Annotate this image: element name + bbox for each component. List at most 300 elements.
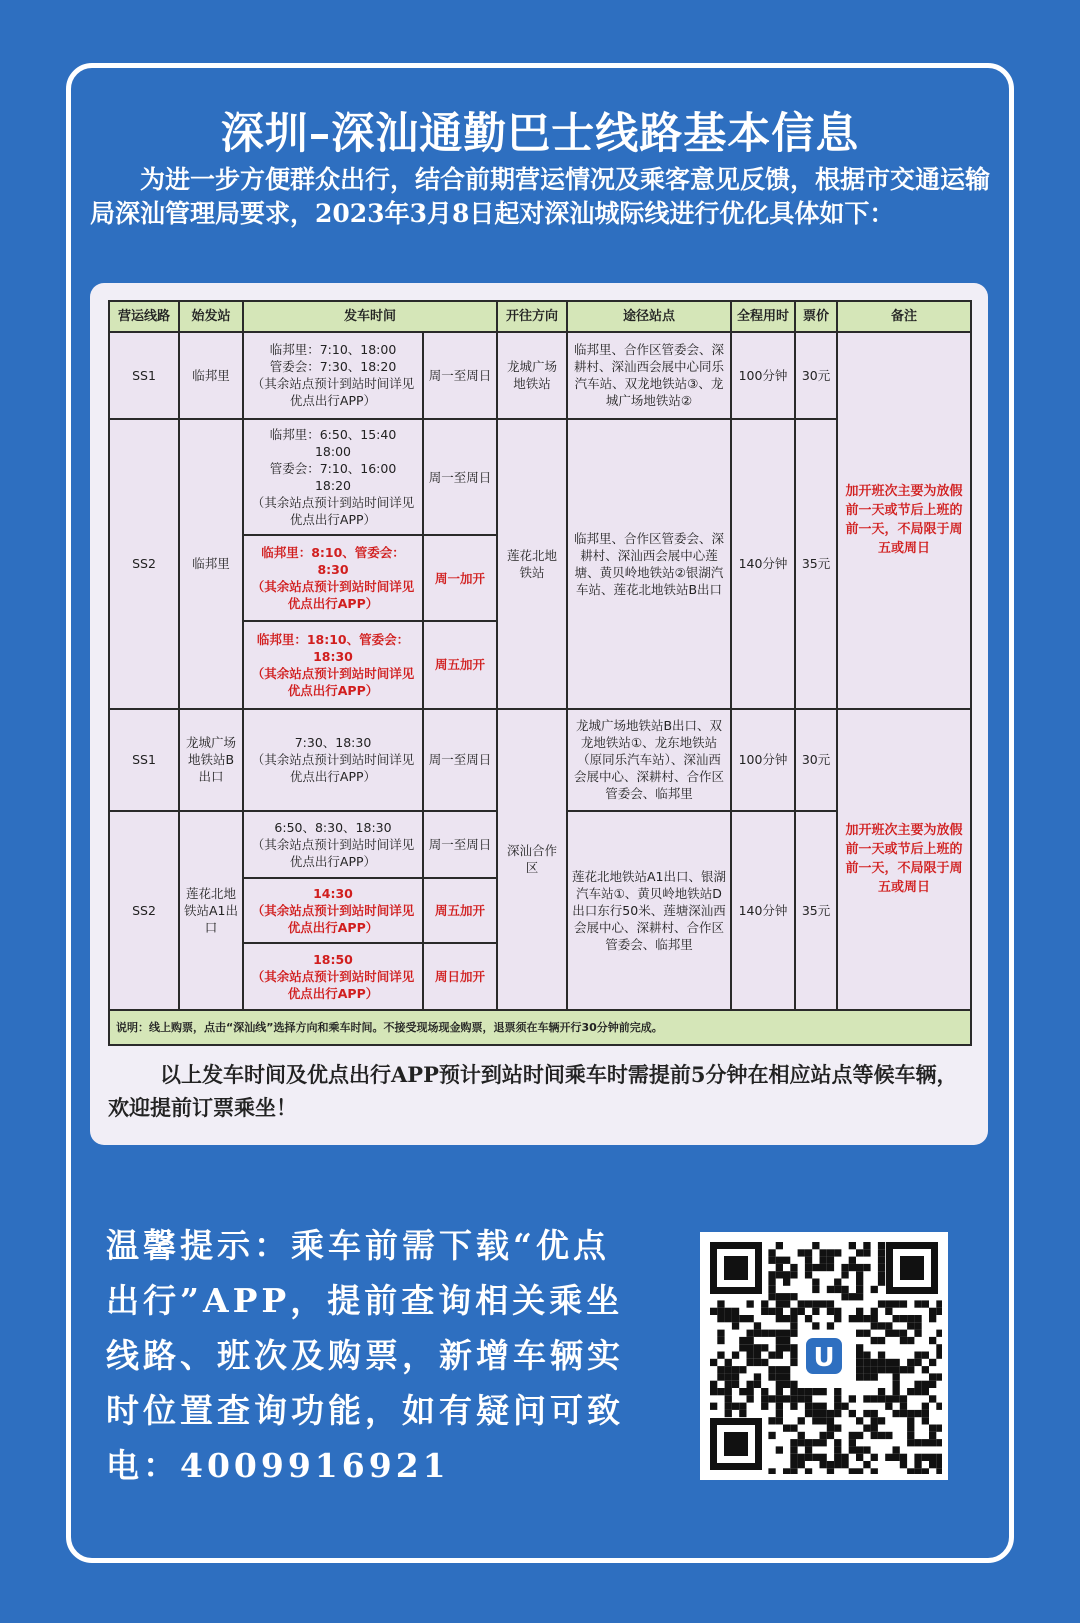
stops-cell: 莲花北地铁站A1出口、银湖汽车站①、黄贝岭地铁站D出口东行50米、莲塘深汕西会展中心、深耕村、合作区管委会、临邦里 — [567, 811, 731, 1011]
origin-cell: 临邦里 — [179, 332, 243, 420]
header-cell: 备注 — [837, 301, 971, 332]
qr-module — [776, 1293, 783, 1300]
qr-module — [827, 1308, 834, 1315]
qr-module — [827, 1461, 834, 1468]
qr-module — [878, 1249, 885, 1256]
days-cell: 周一加开 — [423, 535, 497, 621]
origin-cell: 龙城广场地铁站B出口 — [179, 709, 243, 811]
qr-module — [717, 1373, 724, 1380]
qr-module — [914, 1388, 921, 1395]
qr-module — [834, 1403, 841, 1410]
qr-module — [783, 1271, 790, 1278]
qr-module — [798, 1417, 805, 1424]
qr-module — [776, 1308, 783, 1315]
qr-module — [863, 1242, 870, 1249]
duration-cell: 140分钟 — [731, 811, 795, 1011]
qr-module — [893, 1330, 900, 1337]
qr-module — [900, 1395, 907, 1402]
qr-module — [922, 1454, 929, 1461]
qr-module — [820, 1410, 827, 1417]
times-cell: 临邦里：7:10、18:00 管委会：7:30、18:20 （其余站点预计到站时间详见优点出行APP） — [243, 332, 423, 420]
qr-module — [776, 1344, 783, 1351]
price-cell: 35元 — [795, 811, 837, 1011]
qr-module — [936, 1352, 942, 1359]
qr-module — [885, 1366, 892, 1373]
qr-module — [856, 1446, 863, 1453]
qr-module — [790, 1395, 797, 1402]
qr-module — [878, 1300, 885, 1307]
qr-module — [922, 1300, 929, 1307]
qr-module — [783, 1257, 790, 1264]
qr-module — [936, 1373, 942, 1380]
qr-module — [936, 1461, 942, 1468]
qr-module — [790, 1388, 797, 1395]
qr-module — [856, 1286, 863, 1293]
qr-module — [936, 1454, 942, 1461]
qr-module — [834, 1425, 841, 1432]
qr-module — [856, 1432, 863, 1439]
qr-module — [776, 1403, 783, 1410]
qr-module — [871, 1417, 878, 1424]
qr-module — [841, 1286, 848, 1293]
qr-module — [761, 1403, 768, 1410]
app-logo-icon — [802, 1334, 846, 1378]
qr-module — [878, 1388, 885, 1395]
qr-module — [922, 1439, 929, 1446]
qr-module — [776, 1257, 783, 1264]
line-cell: SS2 — [109, 811, 179, 1011]
qr-module — [907, 1322, 914, 1329]
qr-module — [790, 1315, 797, 1322]
qr-module — [827, 1410, 834, 1417]
qr-module — [863, 1366, 870, 1373]
qr-module — [710, 1381, 717, 1388]
header-cell: 全程用时 — [731, 301, 795, 332]
qr-module — [812, 1417, 819, 1424]
qr-module — [761, 1388, 768, 1395]
stops-cell: 临邦里、合作区管委会、深耕村、深汕西会展中心同乐汽车站、双龙地铁站③、龙城广场地铁站② — [567, 332, 731, 420]
qr-module — [871, 1373, 878, 1380]
qr-module — [732, 1381, 739, 1388]
qr-module — [710, 1359, 717, 1366]
qr-module — [834, 1395, 841, 1402]
qr-module — [732, 1352, 739, 1359]
qr-module — [885, 1403, 892, 1410]
qr-module — [849, 1395, 856, 1402]
qr-module — [798, 1388, 805, 1395]
qr-module — [790, 1322, 797, 1329]
times-cell: 临邦里：18:10、管委会：18:30 （其余站点预计到站时间详见优点出行APP） — [243, 621, 423, 709]
qr-module — [768, 1417, 775, 1424]
qr-module — [754, 1381, 761, 1388]
qr-module — [747, 1352, 754, 1359]
qr-module — [812, 1242, 819, 1249]
qr-module — [878, 1242, 885, 1249]
qr-module — [863, 1264, 870, 1271]
qr-module — [856, 1366, 863, 1373]
qr-module — [893, 1454, 900, 1461]
qr-module — [907, 1417, 914, 1424]
qr-module — [914, 1330, 921, 1337]
qr-module — [841, 1461, 848, 1468]
qr-module — [878, 1366, 885, 1373]
qr-module — [739, 1344, 746, 1351]
qr-module — [871, 1432, 878, 1439]
qr-module — [783, 1300, 790, 1307]
qr-module — [747, 1300, 754, 1307]
qr-module — [805, 1395, 812, 1402]
qr-module — [929, 1439, 936, 1446]
qr-module — [863, 1352, 870, 1359]
qr-module — [856, 1352, 863, 1359]
qr-module — [871, 1425, 878, 1432]
qr-module — [929, 1315, 936, 1322]
qr-module — [841, 1403, 848, 1410]
qr-module — [805, 1446, 812, 1453]
duration-cell: 100分钟 — [731, 332, 795, 420]
qr-module — [790, 1271, 797, 1278]
qr-module — [849, 1264, 856, 1271]
days-cell: 周一至周日 — [423, 332, 497, 420]
qr-module — [929, 1337, 936, 1344]
qr-module — [717, 1366, 724, 1373]
qr-module — [863, 1461, 870, 1468]
qr-module — [929, 1454, 936, 1461]
qr-module — [914, 1352, 921, 1359]
note-cell: 加开班次主要为放假前一天或节后上班的前一天，不局限于周五或周日 — [837, 709, 971, 1011]
table-row — [109, 709, 971, 811]
qr-finder-bottom-left — [710, 1418, 762, 1470]
qr-module — [790, 1461, 797, 1468]
qr-module — [754, 1359, 761, 1366]
qr-module — [761, 1330, 768, 1337]
qr-module — [739, 1403, 746, 1410]
qr-module — [856, 1264, 863, 1271]
qr-module — [878, 1432, 885, 1439]
qr-module — [768, 1352, 775, 1359]
table-footer-row — [109, 1010, 971, 1045]
qr-module — [783, 1279, 790, 1286]
boarding-notice: 以上发车时间及优点出行APP预计到站时间乘车时需提前5分钟在相应站点等候车辆，欢迎提前订票乘坐！ — [108, 1062, 958, 1120]
qr-module — [790, 1264, 797, 1271]
qr-module — [863, 1359, 870, 1366]
qr-module — [754, 1322, 761, 1329]
qr-module — [907, 1425, 914, 1432]
qr-module — [768, 1432, 775, 1439]
qr-module — [717, 1337, 724, 1344]
qr-module — [900, 1337, 907, 1344]
qr-module — [812, 1410, 819, 1417]
qr-module — [812, 1439, 819, 1446]
qr-module — [725, 1403, 732, 1410]
qr-module — [812, 1264, 819, 1271]
qr-module — [732, 1308, 739, 1315]
qr-module — [717, 1308, 724, 1315]
qr-module — [878, 1337, 885, 1344]
days-cell: 周一至周日 — [423, 419, 497, 535]
qr-module — [783, 1315, 790, 1322]
qr-module — [783, 1395, 790, 1402]
qr-module — [805, 1300, 812, 1307]
qr-module — [907, 1439, 914, 1446]
table-footnote: 说明：线上购票，点击“深汕线”选择方向和乘车时间。不接受现场现金购票，退票须在车辆开行30分钟前完成。 — [109, 1010, 971, 1045]
price-cell: 30元 — [795, 332, 837, 420]
qr-finder-top-right — [886, 1242, 938, 1294]
days-cell: 周一至周日 — [423, 709, 497, 811]
qr-module — [827, 1286, 834, 1293]
qr-module — [725, 1315, 732, 1322]
qr-module — [907, 1410, 914, 1417]
qr-module — [783, 1468, 790, 1474]
qr-module — [754, 1373, 761, 1380]
qr-module — [907, 1359, 914, 1366]
qr-module — [893, 1315, 900, 1322]
qr-module — [849, 1432, 856, 1439]
qr-module — [739, 1388, 746, 1395]
qr-module — [783, 1293, 790, 1300]
qr-module — [878, 1352, 885, 1359]
qr-module — [776, 1446, 783, 1453]
qr-module — [761, 1300, 768, 1307]
qr-module — [768, 1271, 775, 1278]
duration-cell: 140分钟 — [731, 419, 795, 708]
qr-module — [754, 1330, 761, 1337]
qr-module — [936, 1344, 942, 1351]
qr-module — [812, 1322, 819, 1329]
price-cell: 30元 — [795, 709, 837, 811]
qr-module — [783, 1425, 790, 1432]
qr-module — [820, 1264, 827, 1271]
schedule-table — [108, 300, 972, 1046]
qr-module — [776, 1264, 783, 1271]
qr-module — [900, 1330, 907, 1337]
qr-module — [834, 1410, 841, 1417]
qr-module — [798, 1249, 805, 1256]
qr-module — [805, 1264, 812, 1271]
qr-module — [717, 1352, 724, 1359]
qr-module — [871, 1395, 878, 1402]
qr-module — [747, 1381, 754, 1388]
qr-module — [827, 1300, 834, 1307]
qr-module — [929, 1381, 936, 1388]
qr-module — [914, 1454, 921, 1461]
qr-module — [849, 1446, 856, 1453]
qr-module — [754, 1344, 761, 1351]
qr-module — [834, 1315, 841, 1322]
qr-module — [900, 1366, 907, 1373]
qr-module — [885, 1395, 892, 1402]
qr-module — [914, 1359, 921, 1366]
origin-cell: 莲花北地铁站A1出口 — [179, 811, 243, 1011]
qr-module — [747, 1337, 754, 1344]
days-cell: 周日加开 — [423, 943, 497, 1010]
qr-module — [776, 1271, 783, 1278]
qr-module — [907, 1366, 914, 1373]
qr-module — [710, 1403, 717, 1410]
qr-module — [871, 1308, 878, 1315]
qr-module — [893, 1381, 900, 1388]
qr-module — [893, 1395, 900, 1402]
qr-module — [936, 1468, 942, 1474]
qr-module — [790, 1403, 797, 1410]
qr-module — [834, 1286, 841, 1293]
qr-module — [805, 1257, 812, 1264]
qr-module — [863, 1410, 870, 1417]
qr-module — [776, 1242, 783, 1249]
qr-module — [820, 1461, 827, 1468]
qr-module — [761, 1308, 768, 1315]
qr-module — [798, 1395, 805, 1402]
qr-module — [820, 1417, 827, 1424]
qr-module — [922, 1366, 929, 1373]
qr-module — [776, 1366, 783, 1373]
qr-module — [798, 1439, 805, 1446]
qr-module — [856, 1293, 863, 1300]
qr-module — [936, 1403, 942, 1410]
qr-module — [856, 1344, 863, 1351]
qr-module — [936, 1330, 942, 1337]
qr-module — [747, 1330, 754, 1337]
qr-module — [893, 1366, 900, 1373]
qr-module — [805, 1249, 812, 1256]
qr-module — [907, 1468, 914, 1474]
qr-module — [834, 1461, 841, 1468]
qr-module — [914, 1322, 921, 1329]
qr-module — [739, 1366, 746, 1373]
qr-module — [885, 1330, 892, 1337]
qr-module — [849, 1468, 856, 1474]
qr-module — [790, 1381, 797, 1388]
qr-module — [841, 1271, 848, 1278]
qr-module — [922, 1468, 929, 1474]
qr-module — [914, 1439, 921, 1446]
qr-module — [768, 1395, 775, 1402]
qr-module — [878, 1279, 885, 1286]
qr-module — [841, 1293, 848, 1300]
qr-module — [849, 1315, 856, 1322]
qr-module — [725, 1388, 732, 1395]
qr-module — [820, 1249, 827, 1256]
qr-module — [812, 1286, 819, 1293]
qr-module — [827, 1432, 834, 1439]
qr-module — [812, 1388, 819, 1395]
qr-module — [929, 1395, 936, 1402]
qr-module — [820, 1257, 827, 1264]
qr-module — [907, 1388, 914, 1395]
origin-cell: 临邦里 — [179, 419, 243, 708]
qr-module — [827, 1425, 834, 1432]
qr-code-icon — [700, 1232, 948, 1480]
qr-module — [805, 1388, 812, 1395]
qr-module — [768, 1308, 775, 1315]
qr-module — [834, 1308, 841, 1315]
qr-module — [761, 1344, 768, 1351]
qr-module — [827, 1468, 834, 1474]
qr-module — [798, 1461, 805, 1468]
qr-module — [878, 1264, 885, 1271]
qr-module — [841, 1264, 848, 1271]
qr-module — [747, 1395, 754, 1402]
qr-module — [849, 1257, 856, 1264]
qr-module — [790, 1439, 797, 1446]
stops-cell: 临邦里、合作区管委会、深耕村、深汕西会展中心莲塘、黄贝岭地铁站②银湖汽车站、莲花北地铁站B出口 — [567, 419, 731, 708]
qr-module — [776, 1300, 783, 1307]
page-title: 深圳–深汕通勤巴士线路基本信息 — [220, 109, 860, 159]
qr-module — [790, 1330, 797, 1337]
qr-module — [805, 1271, 812, 1278]
qr-module — [820, 1388, 827, 1395]
qr-module — [834, 1446, 841, 1453]
qr-module — [856, 1271, 863, 1278]
qr-module — [732, 1315, 739, 1322]
qr-module — [871, 1359, 878, 1366]
qr-module — [805, 1468, 812, 1474]
qr-module — [893, 1300, 900, 1307]
qr-module — [820, 1454, 827, 1461]
qr-module — [936, 1308, 942, 1315]
qr-module — [790, 1446, 797, 1453]
days-cell: 周五加开 — [423, 621, 497, 709]
qr-module — [893, 1388, 900, 1395]
header-cell: 途径站点 — [567, 301, 731, 332]
qr-module — [812, 1454, 819, 1461]
qr-module — [856, 1330, 863, 1337]
qr-module — [798, 1308, 805, 1315]
times-cell: 18:50 （其余站点预计到站时间详见优点出行APP） — [243, 943, 423, 1010]
qr-module — [768, 1249, 775, 1256]
qr-module — [900, 1454, 907, 1461]
qr-module — [768, 1373, 775, 1380]
times-cell: 14:30 （其余站点预计到站时间详见优点出行APP） — [243, 878, 423, 943]
qr-module — [754, 1352, 761, 1359]
header-cell: 发车时间 — [243, 301, 497, 332]
days-cell: 周一至周日 — [423, 811, 497, 878]
qr-module — [798, 1454, 805, 1461]
qr-module — [936, 1300, 942, 1307]
qr-module — [827, 1322, 834, 1329]
qr-module — [820, 1432, 827, 1439]
qr-module — [863, 1330, 870, 1337]
qr-module — [929, 1373, 936, 1380]
qr-module — [871, 1454, 878, 1461]
qr-module — [871, 1410, 878, 1417]
qr-module — [805, 1315, 812, 1322]
qr-module — [900, 1300, 907, 1307]
qr-module — [834, 1454, 841, 1461]
qr-module — [776, 1410, 783, 1417]
qr-module — [871, 1322, 878, 1329]
qr-module — [710, 1308, 717, 1315]
qr-module — [776, 1330, 783, 1337]
qr-module — [834, 1249, 841, 1256]
qr-module — [747, 1315, 754, 1322]
qr-module — [725, 1381, 732, 1388]
qr-module — [922, 1417, 929, 1424]
qr-module — [776, 1388, 783, 1395]
qr-module — [812, 1308, 819, 1315]
qr-module — [812, 1300, 819, 1307]
qr-module — [914, 1315, 921, 1322]
qr-module — [747, 1344, 754, 1351]
header-cell: 始发站 — [179, 301, 243, 332]
qr-module — [885, 1322, 892, 1329]
qr-module — [820, 1403, 827, 1410]
qr-module — [732, 1373, 739, 1380]
qr-module — [805, 1454, 812, 1461]
qr-module — [739, 1337, 746, 1344]
qr-module — [827, 1257, 834, 1264]
qr-module — [914, 1381, 921, 1388]
